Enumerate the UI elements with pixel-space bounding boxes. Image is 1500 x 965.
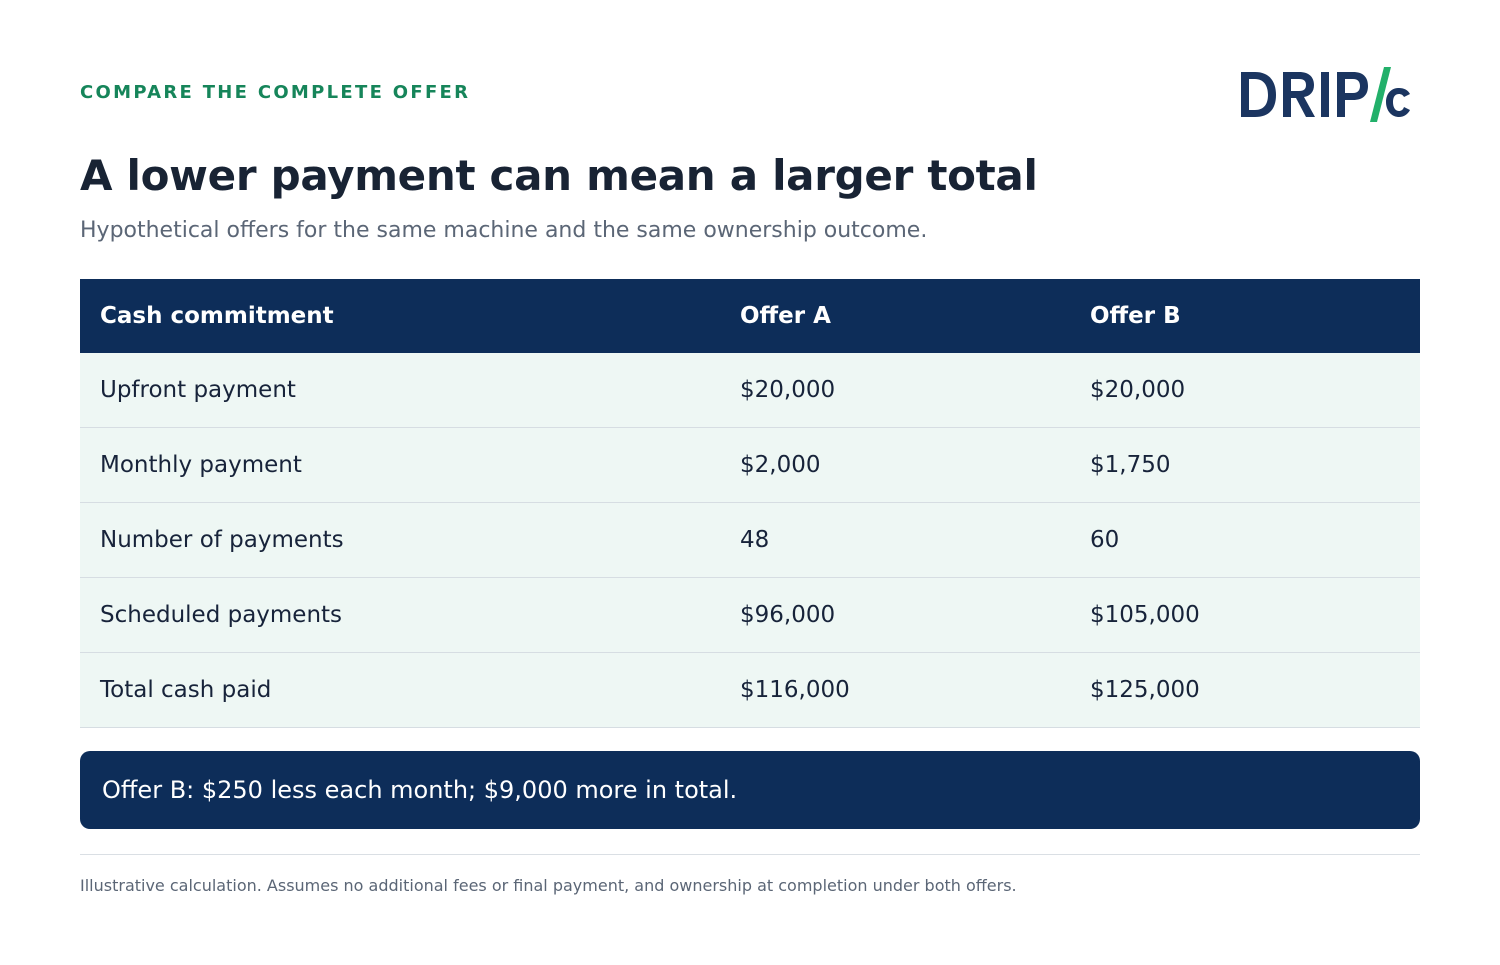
offer-b-value: 60 <box>1090 527 1120 553</box>
row-label: Monthly payment <box>100 452 302 478</box>
page-subtitle: Hypothetical offers for the same machine and the same ownership outcome. <box>80 218 928 243</box>
offer-b-value: $105,000 <box>1090 602 1200 628</box>
row-label: Scheduled payments <box>100 602 343 628</box>
row-label: Number of payments <box>100 527 344 553</box>
page-title: A lower payment can mean a larger total <box>80 151 1038 200</box>
table-row <box>80 428 1420 503</box>
offer-b-value: $1,750 <box>1090 452 1171 478</box>
eyebrow-label: COMPARE THE COMPLETE OFFER <box>80 82 471 103</box>
header-offer-b: Offer B <box>1090 303 1181 329</box>
summary-text: Offer B: $250 less each month; $9,000 more in total. <box>102 776 738 804</box>
table-row <box>80 578 1420 653</box>
offer-a-value: $20,000 <box>740 377 836 403</box>
offer-a-value: $2,000 <box>740 452 821 478</box>
table-row <box>80 503 1420 578</box>
divider <box>80 854 1420 855</box>
footnote: Illustrative calculation. Assumes no additional fees or final payment, and ownership at completion under both offers. <box>80 876 1017 895</box>
header-offer-a: Offer A <box>740 303 831 329</box>
row-label: Upfront payment <box>100 377 296 403</box>
row-label: Total cash paid <box>100 677 272 703</box>
comparison-table <box>80 279 1420 728</box>
offer-b-value: $20,000 <box>1090 377 1186 403</box>
table-header-row <box>80 279 1420 353</box>
summary-callout <box>80 751 1420 829</box>
header-cash-commitment: Cash commitment <box>100 303 334 329</box>
offer-a-value: $116,000 <box>740 677 850 703</box>
table-row <box>80 653 1420 728</box>
drip-capital-logo <box>1238 64 1413 126</box>
offer-b-value: $125,000 <box>1090 677 1200 703</box>
offer-a-value: $96,000 <box>740 602 836 628</box>
offer-a-value: 48 <box>740 527 770 553</box>
table-row <box>80 353 1420 428</box>
